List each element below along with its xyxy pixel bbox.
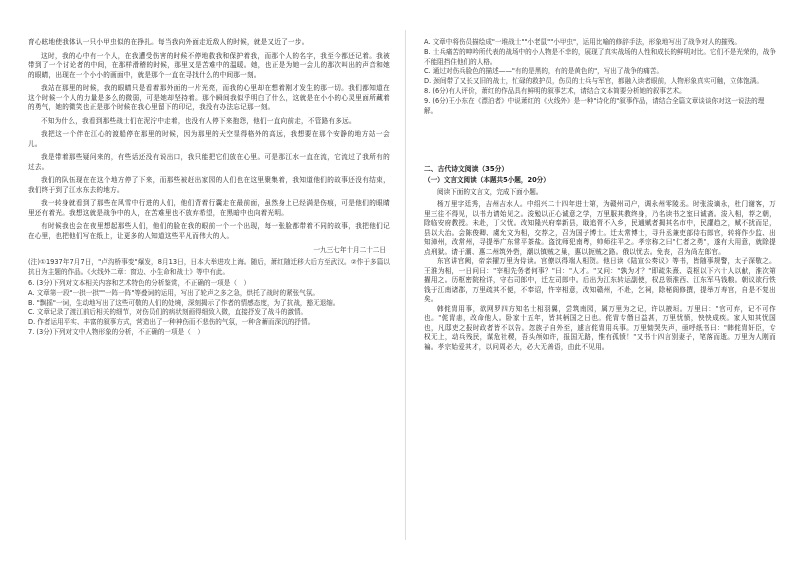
question-7: 7. (3分)下列对文中人物形象的分析，不正确的一项是（ ） — [28, 327, 204, 336]
question-7-option-d: D. 颈间带了又长又旧的战士，忙碌的救护员，伤员的士兵与军官，都融入读者眼前，人物形象真实可触，立体饱满。 — [424, 77, 763, 86]
question-8: 8. (6分)有人评价，萧红的作品具有鲜明的叙事艺术，请结合文本简要分析她的叙事艺术。 — [424, 86, 686, 95]
question-6-option-d: D. 作者运用平实、丰富的叙事方式，营造出了一种神伤而不悲伤的气氛，一种含蓄而深沉的抒情。 — [28, 318, 315, 327]
text-paragraph: 育心眩地使我体认一只小甲虫似的在挣扎。每当我向外面走近敌人的时候，就是又近了一步。 — [28, 38, 309, 46]
question-6-option-c: C. 文章记录了渡江前后相关的细节，对伤员们的病状刻画得细致入微，直接抒发了战斗的激情。 — [28, 308, 308, 317]
text-paragraph: 有时候我也会在夜里想起那些人们，他们的脸在我的眼前一个一个出现，每一张脸都带着不同的故事，我把他们记在心里，也把他们写在纸上，让更多的人知道这些平凡而伟大的人。 — [28, 222, 390, 240]
classical-paragraph: 韩侂胄用事，欲网罗四方知名士相羽翼，尝筑南园，属万里为之记，许以掖垣。万里曰："官可弃，记不可作也。"侂胄恚，改命他人。卧家十五年，皆其柄国之日也。侂胄专僭日益甚，万里忧愤，怏怏成疾。家人知其忧国也，凡邸吏之报时政者皆不以告。忽族子自外至，遽言侂胄用兵事。万里恸哭失声，亟呼纸书曰："韩侂胄奸臣，专权无上，动兵残民，谋危社稷，吾头颅如许，报国无路，惟有孤愤！"又书十四言别妻子，笔落而逝。万里为人刚而褊。孝宗始爱其才，以问周必大，必大无善语，由此不见用。 — [424, 304, 776, 351]
footnote: (注)①1937年7月7日，"卢沟桥事变"爆发，8月13日，日本大举进攻上海。随后，萧红随迁移大后方至武汉。②作于多篇以抗日为主题的作品。《火线外二章：窗边、小生命和战士》等中有此。 — [28, 258, 390, 276]
text-paragraph: 我站在那里的时候，我的眼睛只是看着那外面的一片光亮，而我的心里却在想着刚才发生的那一切。我们都知道在这个时候一个人的力量是多么的微弱，可是她却坚持着。那个瞬间我似乎明白了什么，这就是在小小的心灵里面所藏着的勇气，她的微笑也正是那个时候在我心里留下的印记，我没有办法忘记那一刻。 — [28, 84, 390, 111]
question-7-option-c: C. 通过对伤兵脸色的描述——"有的是黑的，有的是黄色的"，写出了战争的痛苦。 — [424, 67, 664, 76]
section-2-title: 二、古代诗文阅读（35分） — [424, 165, 509, 174]
right-column — [424, 38, 776, 352]
question-6-option-a: A. 文章第一段"一拱一拱""一阵一阵"等叠词的运用，写出了轮声之多之急，烘托了战时的紧张气氛。 — [28, 288, 320, 297]
text-paragraph: 我一转身就看到了那些在风雪中行进的人们，他们背着行囊走在最前面，虽然身上已经满是伤痕，可是他们的眼睛里还有着光。我想这就是战争中的人，在苦难里也不放弃希望，在黑暗中也向着光明。 — [28, 199, 390, 217]
text-paragraph: 这时，我的心中有一个人，在我遭受伤害的时候不停地救我和保护着我，而那个人的名字，我至今都还记着。我被带到了一个讨论者的中间，在那样滑稽的时候，那里又是苦难中的温暖。她，也正是为她一会儿的那次叫出的声音和她的眼睛，出现在一个小小的画面中，就是那个一直在寻找什么的中间那一刻。 — [28, 51, 390, 79]
text-paragraph: 不知为什么，我看到那些战士们在泥泞中走着，也没有人停下来抱怨，他们一直向前走，不管路有多远。 — [41, 116, 356, 125]
left-column — [28, 38, 390, 338]
reading-instruction: 阅读下面的文言文，完成下面小题。 — [437, 188, 543, 197]
text-paragraph: 我们的队伍现在在这个地方停了下来，而那些被赶出家园的人们也在这里聚集着，我知道他们的故事还没有结束，我们终于到了江水东去的地方。 — [28, 176, 390, 194]
question-7-option-b: B. 士兵痛苦的呻吟所代表的战场中的小人物是不幸的，展现了真实战场的人性和成长的鲜明对比。它们不是光荣的，战争不能阻挡住他们的人格。 — [424, 47, 776, 66]
text-paragraph: 我把这一个伴在江心的渡船停在那里的时候，因为那里的天空显得格外的高远，我想要在那个安静的地方站一会儿。 — [28, 130, 390, 148]
classical-paragraph: 杨万里字廷秀，吉州吉水人。中绍兴二十四年进士第，为赣州司户，调永州零陵丞。时张浚谪永，杜门谢客，万里三往不得见，以书力请始见之。浚勉以正心诚意之学，万里服其教终身，乃名读书之室曰诚斋。浚入相，荐之朝，除临安府教授。未赴，丁父忧。改知隆兴府奉新县，戢追胥不入乡，民逋赋者揭其名市中，民讙趋之，赋不扰而足，县以大治。会陈俊卿、虞允文为相，交荐之，召为国子博士。迁太常博士，寻升丞兼吏部侍右郎官，转将作少监、出知漳州，改常州，寻提举广东常平茶盐。盗沈师犯南粤，帅师往平之。孝宗称之曰"仁者之勇"，遂有大用意，就除提点刑狱。请于潮、惠二州筑外砦，潮以镇贼之巢，惠以扼贼之路。俄以忧去。免丧，召为尚左郎官。 — [424, 200, 776, 256]
question-6: 6. (3分)下列对文本相关内容和艺术特色的分析鉴赏，不正确的一项是（ ） — [28, 279, 251, 287]
question-6-option-b: B. "飘摇"一词，生动地写出了这些可敬的人们的处境，深刻揭示了作者的情感态度，为了抗战，豁无退缩。 — [28, 298, 340, 307]
question-9: 9. (6分)王小东在《漂泊者》中说萧红的《火线外》是一种"诗化的"叙事作品，请结合全篇文章谈谈你对这一说法的理解。 — [424, 96, 765, 115]
text-paragraph: 我是带着那些疑问来的，有些话还没有说出口，我只能把它们放在心里。可是那江水一直在流，它流过了我所有的过去。 — [28, 153, 390, 171]
classical-paragraph: 东宫讲官阙，帝亲擢万里为侍读。宫僚以得端人相贺。他日读《陆宣公奏议》等书，皆随事规警，太子深敬之。王淮为相，一日问曰："宰相先务者何事？"曰："人才。"又问："孰为才？"即疏朱熹、袁枢以下六十人以献，淮次第擢用之。历枢密院检详，守右司郎中，迁左司郎中。后出为江东转运副使，权总领淮西、江东军马钱粮。朝议欲行铁钱于江南诸郡，万里疏其不便，不奉诏，忤宰相意，改知赣州，不赴，乞祠，除秘阁修撰，提举万寿宫，自是不复出矣。 — [424, 257, 776, 304]
section-2-subtitle: （一）文言文阅读（本题共5小题，20分） — [424, 176, 550, 185]
column-divider — [405, 30, 406, 540]
question-7-option-a: A. 文章中将伤员描绘成"一堆战士""小老鼠""小甲虫"，运用比喻的修辞手法，形象地写出了战争对人的摧残。 — [424, 38, 741, 46]
essay-date: 一九三七年十月二十二日 — [313, 246, 386, 254]
